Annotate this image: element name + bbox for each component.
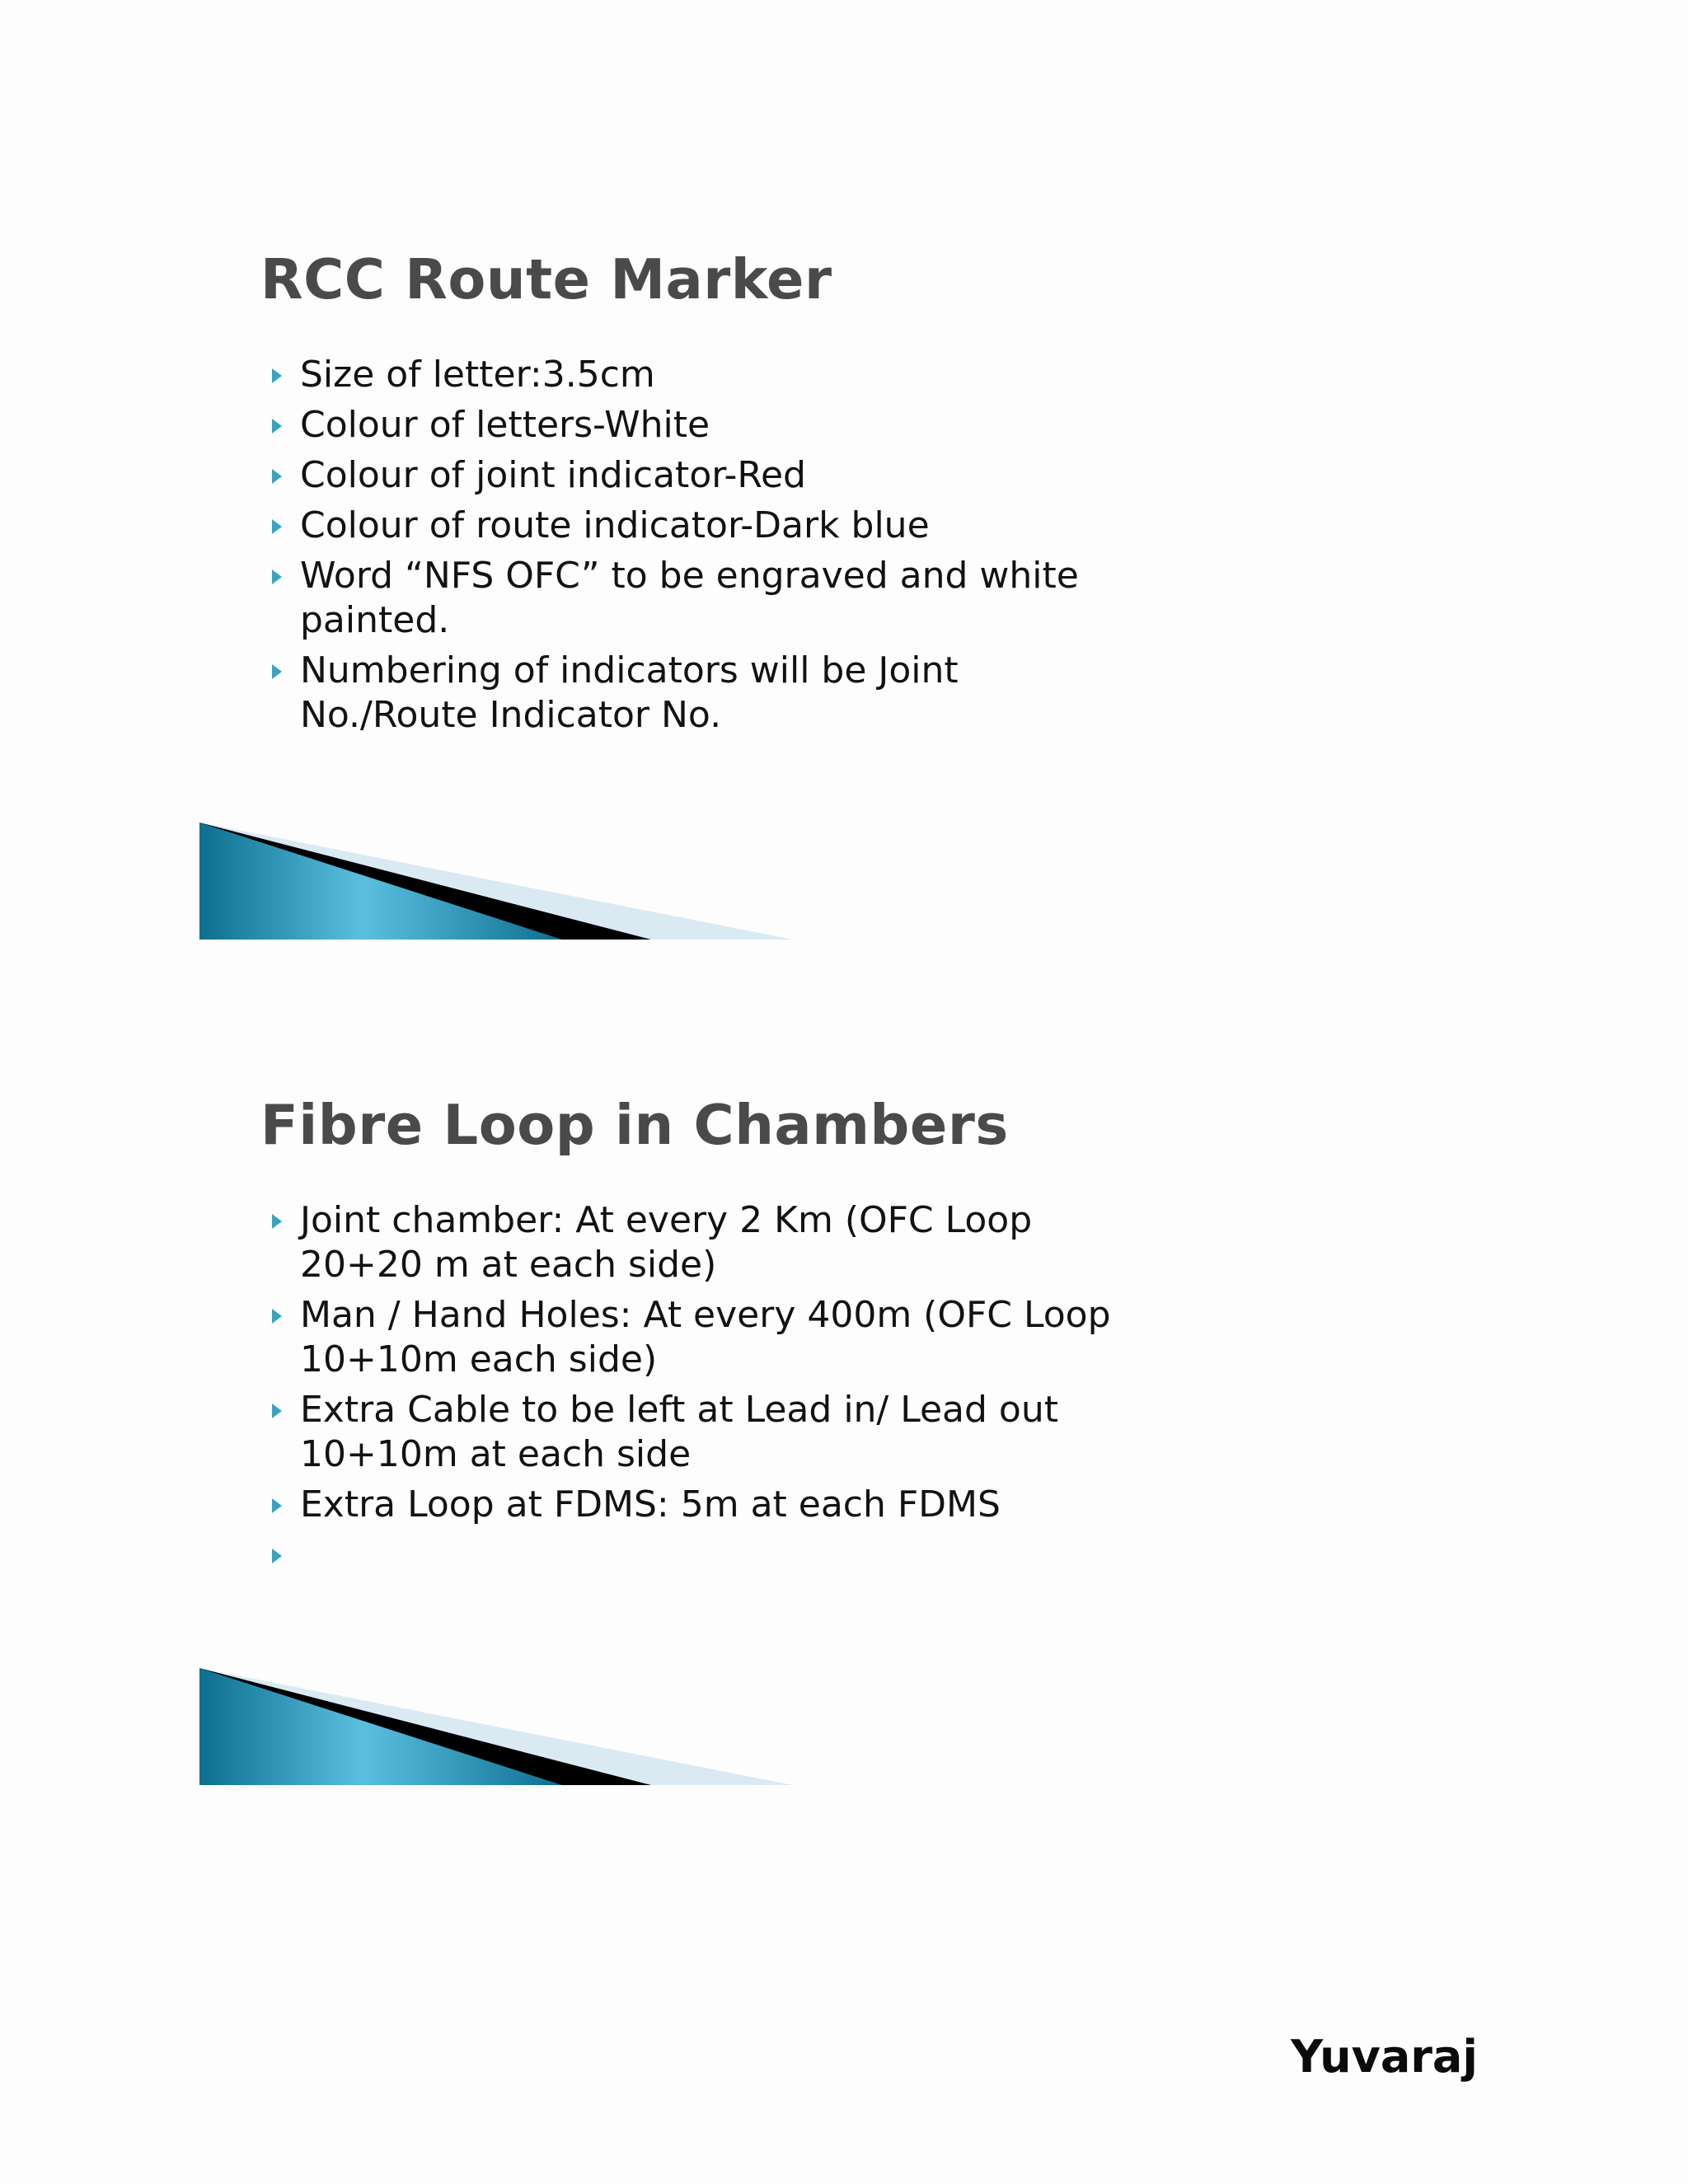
list-item <box>272 1533 1261 1577</box>
bullet-text: Joint chamber: At every 2 Km (OFC Loop 20+20 m at each side) <box>300 1199 1033 1286</box>
triangle-right-icon <box>272 419 282 434</box>
bullet-text: Colour of letters-White <box>300 404 710 446</box>
triangle-right-icon <box>272 664 282 679</box>
slide-fibre-loop <box>199 1035 1688 1777</box>
triangle-right-icon <box>272 1549 282 1563</box>
triangle-right-icon <box>272 1309 282 1324</box>
bullet-text: Word “NFS OFC” to be engraved and white painted. <box>300 555 1079 641</box>
triangle-right-icon <box>272 1498 282 1513</box>
bullet-text: Extra Loop at FDMS: 5m at each FDMS <box>300 1483 1001 1526</box>
slide-title: Fibre Loop in Chambers <box>260 1093 1009 1157</box>
triangle-right-icon <box>272 1404 282 1418</box>
list-item <box>272 403 1261 448</box>
triangle-right-icon <box>272 469 282 484</box>
list-item <box>272 1388 1108 1477</box>
slide-rcc-route-marker <box>199 190 1688 931</box>
bullet-text: Extra Cable to be left at Lead in/ Lead out 10+10m at each side <box>300 1389 1058 1475</box>
list-item <box>272 1483 1261 1527</box>
list-item <box>272 353 1261 397</box>
bullet-text: Numbering of indicators will be Joint No./Route Indicator No. <box>300 649 959 736</box>
slide-wedge-graphic <box>199 823 793 940</box>
triangle-right-icon <box>272 368 282 383</box>
bullet-list <box>272 1198 1261 1583</box>
bullet-text: Colour of joint indicator-Red <box>300 454 806 496</box>
list-item <box>272 453 1261 498</box>
triangle-right-icon <box>272 1214 282 1229</box>
list-item <box>272 649 1025 738</box>
list-item <box>272 1198 1075 1287</box>
list-item <box>272 1293 1157 1382</box>
triangle-right-icon <box>272 569 282 584</box>
bullet-text: Man / Hand Holes: At every 400m (OFC Loop 10+10m each side) <box>300 1294 1111 1380</box>
bullet-text: Size of letter:3.5cm <box>300 354 655 396</box>
list-item <box>272 504 1261 548</box>
bullet-text: Colour of route indicator-Dark blue <box>300 504 930 546</box>
slide-wedge-graphic <box>199 1668 793 1785</box>
list-item <box>272 554 1091 643</box>
triangle-right-icon <box>272 519 282 534</box>
footer-author: Yuvaraj <box>1291 2031 1478 2083</box>
slide-title: RCC Route Marker <box>260 247 832 312</box>
bullet-list <box>272 353 1261 743</box>
